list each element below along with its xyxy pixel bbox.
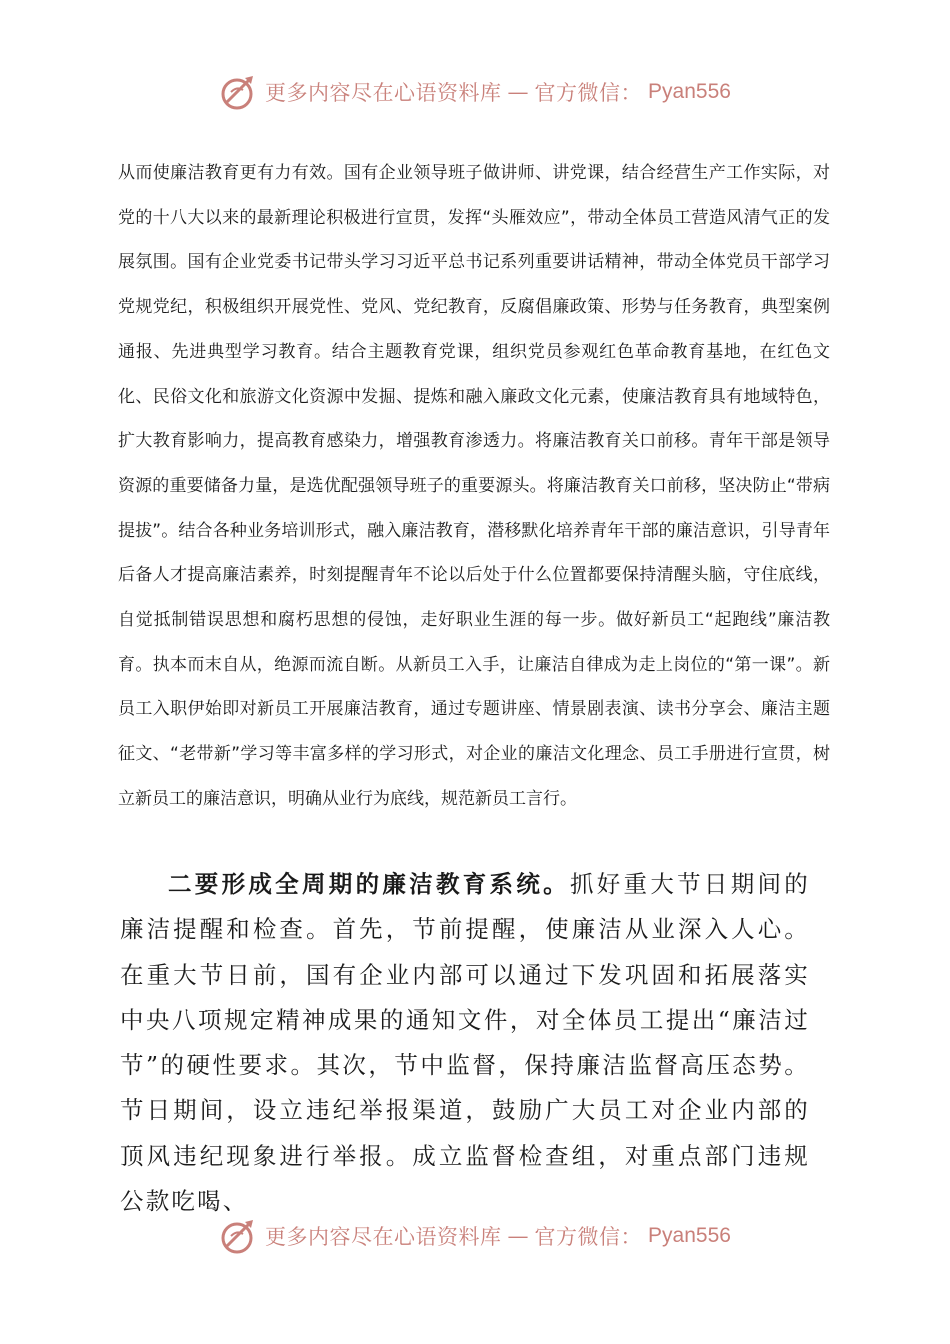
section-2-body: 抓好重大节日期间的廉洁提醒和检查。首先，节前提醒，使廉洁从业深入人心。在重大节日前，国有企业内部可以通过下发巩固和拓展落实中央八项规定精神成果的通知文件，对全体员工提出“廉洁过节”的硬性要求。其次，节中监督，保持廉洁监督高压态势。节日期间，设立违纪举报渠道，鼓励广大员工对企业内部的顶风违纪现象进行举报。成立监督检查组，对重点部门违规公款吃喝、	[120, 870, 810, 1216]
watermark-contact-id: Pyan556	[648, 80, 731, 103]
watermark-separator: —	[507, 1224, 529, 1248]
pen-logo-icon	[219, 1216, 259, 1256]
watermark-contact-label: 官方微信：	[534, 81, 643, 105]
body-paragraph: 从而使廉洁教育更有力有效。国有企业领导班子做讲师、讲党课，结合经营生产工作实际，对党的十八大以来的最新理论积极进行宣贯，发挥“头雁效应”，带动全体员工营造风清气正的发展氛围。国有企业党委书记带头学习习近平总书记系列重要讲话精神，带动全体党员干部学习党规党纪，积极组织开展党性、党风、党纪教育，反腐倡廉政策、形势与任务教育，典型案例通报、先进典型学习教育。结合主题教育党课，组织党员参观红色革命教育基地，在红色文化、民俗文化和旅游文化资源中发掘、提炼和融入廉政文化元素，使廉洁教育具有地域特色，扩大教育影响力，提高教育感染力，增强教育渗透力。将廉洁教育关口前移。青年干部是领导资源的重要储备力量，是选优配强领导班子的重要源头。将廉洁教育关口前移，坚决防止“带病提拔”。结合各种业务培训形式，融入廉洁教育，潜移默化培养青年干部的廉洁意识，引导青年后备人才提高廉洁素养，时刻提醒青年不论以后处于什么位置都要保持清醒头脑，守住底线，自觉抵制错误思想和腐朽思想的侵蚀，走好职业生涯的每一步。做好新员工“起跑线”廉洁教育。执本而末自从，绝源而流自断。从新员工入手，让廉洁自律成为走上岗位的“第一课”。新员工入职伊始即对新员工开展廉洁教育，通过专题讲座、情景剧表演、读书分享会、廉洁主题征文、“老带新”学习等丰富多样的学习形式，对企业的廉洁文化理念、员工手册进行宣贯，树立新员工的廉洁意识，明确从业行为底线，规范新员工言行。	[118, 163, 830, 809]
watermark-text: 更多内容尽在心语资料库	[265, 81, 502, 105]
watermark-contact-id: Pyan556	[648, 1224, 731, 1247]
watermark-text: 更多内容尽在心语资料库	[265, 1225, 502, 1249]
watermark-banner-bottom	[0, 1214, 950, 1258]
watermark-contact-label: 官方微信：	[534, 1225, 643, 1249]
watermark-separator: —	[507, 80, 529, 104]
section-2-heading: 二要形成全周期的廉洁教育系统。	[168, 870, 570, 898]
pen-logo-icon	[219, 72, 259, 112]
watermark-banner-top	[0, 70, 950, 114]
section-2-paragraph	[120, 862, 810, 1224]
